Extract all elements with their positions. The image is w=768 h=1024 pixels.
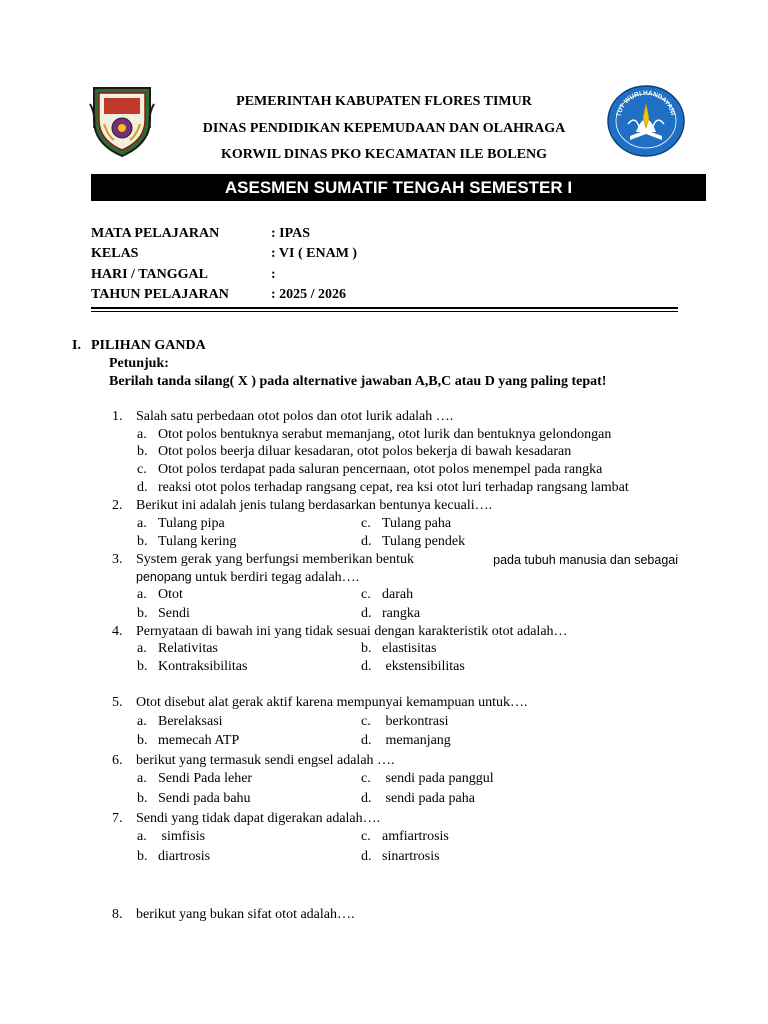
option-text: Tulang paha (382, 516, 452, 531)
option-text: Sendi Pada leher (158, 771, 253, 786)
logo-arc-text: TUT WURI HANDAYANI (615, 89, 677, 118)
option-text: Relativitas (158, 641, 218, 656)
info-value: : (271, 267, 276, 282)
option-3b (137, 606, 190, 622)
option-text: ekstensibilitas (382, 659, 465, 674)
option-letter: b. (137, 791, 148, 806)
question-number: 4. (112, 624, 123, 639)
option-letter: b. (137, 733, 148, 748)
option-text: Kontraksibilitas (158, 659, 248, 674)
option-letter: a. (137, 641, 147, 656)
info-value: : IPAS (271, 226, 311, 241)
option-letter: d. (361, 534, 372, 549)
option-7d (361, 849, 440, 865)
option-letter: b. (137, 659, 148, 674)
instruction-text: Berilah tanda silang( X ) pada alternative jawaban A,B,C atau D yang paling tepat! (109, 374, 607, 389)
option-text: Otot polos beerja diluar kesadaran, otot polos bekerja di bawah kesadaran (158, 444, 572, 459)
question-number: 5. (112, 695, 123, 710)
option-letter: d. (361, 606, 372, 621)
option-text: memanjang (382, 733, 451, 748)
option-6d (361, 791, 475, 807)
info-value: : VI ( ENAM ) (271, 246, 358, 261)
question-number: 3. (112, 552, 123, 567)
exam-title-banner: ASESMEN SUMATIF TENGAH SEMESTER I (91, 174, 706, 201)
header-line-2: DINAS PENDIDIKAN KEPEMUDAAN DAN OLAHRAGA (202, 121, 566, 136)
option-1d (137, 480, 629, 496)
option-3d (361, 606, 420, 622)
divider-thick (91, 307, 678, 309)
instruction-label: Petunjuk: (109, 356, 169, 371)
option-letter: d. (361, 659, 372, 674)
option-letter: b. (137, 444, 148, 459)
option-letter: d. (361, 791, 372, 806)
option-letter: b. (137, 534, 148, 549)
option-letter: d. (361, 849, 372, 864)
info-label: KELAS (91, 246, 139, 261)
option-5b (137, 733, 239, 749)
option-2a (137, 516, 225, 532)
option-1c (137, 462, 602, 478)
option-3a (137, 587, 183, 603)
option-text: reaksi otot polos terhadap rangsang cepat, rea ksi otot luri terhadap rangsang lambat (158, 480, 629, 495)
question-text: Berikut ini adalah jenis tulang berdasarkan bentunya kecuali…. (136, 498, 493, 513)
option-6b (137, 791, 251, 807)
option-text: Tulang pendek (382, 534, 466, 549)
info-row-class (91, 246, 357, 262)
option-letter: b. (137, 849, 148, 864)
question-number: 7. (112, 811, 123, 826)
divider-thin (91, 311, 678, 312)
flores-timur-crest-logo (88, 84, 156, 158)
option-letter: c. (137, 462, 147, 477)
option-text: sinartrosis (382, 849, 440, 864)
option-text: elastisitas (382, 641, 437, 656)
option-text: Tulang pipa (158, 516, 225, 531)
question-text: Salah satu perbedaan otot polos dan otot lurik adalah …. (136, 409, 454, 424)
option-6c (361, 771, 494, 787)
option-letter: a. (137, 771, 147, 786)
option-text: berkontrasi (382, 714, 449, 729)
option-7c (361, 829, 449, 845)
option-4a (137, 641, 218, 657)
option-letter: d. (361, 733, 372, 748)
option-letter: a. (137, 427, 147, 442)
option-text: Berelaksasi (158, 714, 223, 729)
option-letter: b. (361, 641, 372, 656)
option-7a (137, 829, 205, 845)
header-line-1: PEMERINTAH KABUPATEN FLORES TIMUR (236, 94, 532, 109)
option-letter: a. (137, 587, 147, 602)
question-text: berikut yang bukan sifat otot adalah…. (136, 907, 355, 922)
option-text: diartrosis (158, 849, 211, 864)
option-text: Otot (158, 587, 183, 602)
question-number: 1. (112, 409, 123, 424)
question-text-part: pada tubuh manusia dan sebagai (493, 553, 678, 567)
tut-wuri-handayani-logo (606, 84, 686, 158)
option-text: sendi pada panggul (382, 771, 494, 786)
option-letter: d. (137, 480, 148, 495)
option-1b (137, 444, 571, 460)
question-text: berikut yang termasuk sendi engsel adalah …. (136, 753, 395, 768)
option-4b (137, 659, 247, 675)
option-text: memecah ATP (158, 733, 240, 748)
option-2d (361, 534, 465, 550)
option-2b (137, 534, 236, 550)
option-3c (361, 587, 413, 603)
question-text-part: System gerak yang berfungsi memberikan bentuk (136, 552, 414, 567)
option-text: Otot polos bentuknya serabut memanjang, otot lurik dan bentuknya gelondongan (158, 427, 612, 442)
info-value: : 2025 / 2026 (271, 287, 347, 302)
question-text: Sendi yang tidak dapat digerakan adalah…. (136, 811, 381, 826)
question-text-part: untuk berdiri tegag adalah…. (195, 570, 360, 585)
option-4b-right (361, 641, 436, 657)
option-text: rangka (382, 606, 421, 621)
option-text: Sendi pada bahu (158, 791, 251, 806)
info-label: TAHUN PELAJARAN (91, 287, 229, 302)
question-number: 6. (112, 753, 123, 768)
info-label: HARI / TANGGAL (91, 267, 208, 282)
header-line-3: KORWIL DINAS PKO KECAMATAN ILE BOLENG (220, 147, 548, 162)
option-4d (361, 659, 465, 675)
info-row-school-year (91, 287, 346, 303)
option-letter: a. (137, 829, 147, 844)
option-letter: a. (137, 714, 147, 729)
info-row-date (91, 267, 276, 283)
option-letter: c. (361, 516, 371, 531)
question-text-part: penopang (136, 570, 192, 584)
option-text: simfisis (158, 829, 206, 844)
option-5a (137, 714, 223, 730)
info-label: MATA PELAJARAN (91, 226, 220, 241)
option-text: darah (382, 587, 414, 602)
option-5c (361, 714, 448, 730)
option-letter: c. (361, 714, 371, 729)
option-6a (137, 771, 252, 787)
option-letter: c. (361, 587, 371, 602)
option-text: sendi pada paha (382, 791, 475, 806)
option-letter: c. (361, 771, 371, 786)
question-number: 2. (112, 498, 123, 513)
option-text: Sendi (158, 606, 190, 621)
section-number: I. (72, 338, 81, 353)
option-letter: a. (137, 516, 147, 531)
question-number: 8. (112, 907, 123, 922)
question-text-line-2 (136, 570, 359, 586)
option-text: Tulang kering (158, 534, 237, 549)
question-text: Otot disebut alat gerak aktif karena mempunyai kemampuan untuk…. (136, 695, 528, 710)
option-2c (361, 516, 451, 532)
option-1a (137, 427, 611, 443)
option-text: Otot polos terdapat pada saluran pencernaan, otot polos menempel pada rangka (158, 462, 603, 477)
option-5d (361, 733, 451, 749)
option-text: amfiartrosis (382, 829, 449, 844)
question-text-line-1 (136, 552, 678, 569)
option-7b (137, 849, 210, 865)
section-title: PILIHAN GANDA (91, 338, 206, 353)
option-letter: c. (361, 829, 371, 844)
question-text: Pernyataan di bawah ini yang tidak sesuai dengan karakteristik otot adalah… (136, 624, 568, 639)
option-letter: b. (137, 606, 148, 621)
info-row-subject (91, 226, 310, 242)
